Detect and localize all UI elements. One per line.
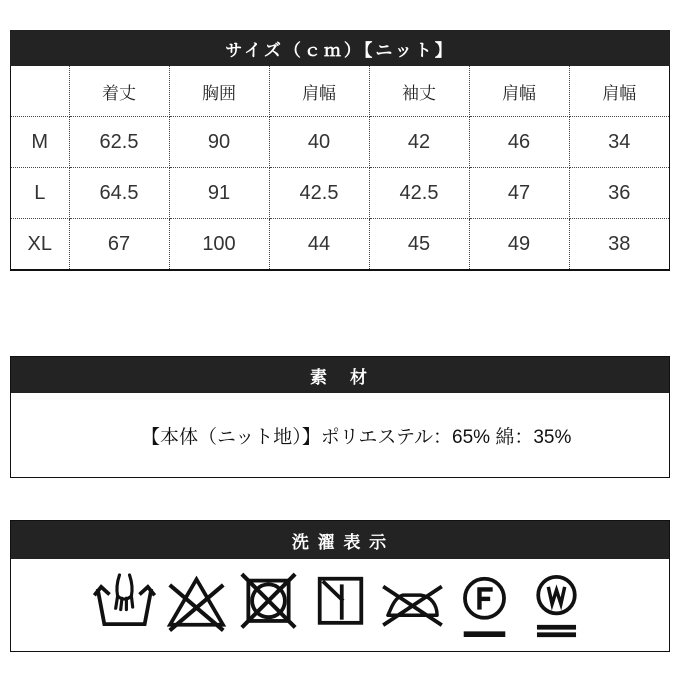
- table-cell: 42.5: [269, 168, 369, 219]
- table-cell: 47: [469, 168, 569, 219]
- line-dry-in-shade-icon: [309, 568, 372, 643]
- wet-clean-W-icon: [525, 568, 588, 643]
- table-cell: 42.5: [369, 168, 469, 219]
- table-cell: 46: [469, 117, 569, 168]
- table-cell: 40: [269, 117, 369, 168]
- size-section-title-bar: [10, 30, 670, 66]
- table-cell: 62.5: [69, 117, 169, 168]
- table-cell: 34: [569, 117, 669, 168]
- laundry-section: [10, 520, 670, 652]
- size-table-col-header-katahaba-2: 肩幅: [469, 66, 569, 117]
- laundry-section-title-bar: [11, 521, 669, 559]
- size-table-row-xl: [11, 219, 669, 270]
- table-cell: 49: [469, 219, 569, 270]
- size-table-col-header-katahaba-3: 肩幅: [569, 66, 669, 117]
- laundry-section-title: 洗 濯 表 示: [291, 532, 389, 552]
- size-section: [10, 30, 670, 271]
- material-section: [10, 356, 670, 478]
- material-section-title-bar: [11, 357, 669, 393]
- hand-wash-icon: [93, 568, 156, 643]
- size-table-col-header-kyoui: 胸囲: [169, 66, 269, 117]
- size-table-col-header-sodetake: 袖丈: [369, 66, 469, 117]
- size-table-row-l: [11, 168, 669, 219]
- table-cell: 44: [269, 219, 369, 270]
- table-cell: 38: [608, 232, 631, 255]
- table-cell: 91: [169, 168, 269, 219]
- size-table-grid: [11, 66, 669, 269]
- size-label: XL: [11, 219, 69, 270]
- table-cell: 67: [69, 219, 169, 270]
- size-label: M: [11, 117, 69, 168]
- size-section-title: サイズ（ｃｍ）【ニット】: [225, 40, 455, 60]
- table-cell: 90: [169, 117, 269, 168]
- laundry-symbols-row: [11, 559, 669, 652]
- size-table-header-row: [11, 66, 669, 117]
- table-cell: 36: [569, 168, 669, 219]
- material-section-title: 素 材: [310, 367, 370, 387]
- do-not-iron-icon: [381, 568, 444, 643]
- size-table-col-header-chakutake: 着丈: [69, 66, 169, 117]
- table-cell: 64.5: [69, 168, 169, 219]
- table-cell: 45: [369, 219, 469, 270]
- material-description: 【本体（ニット地）】ポリエステル：65% 綿：35%: [141, 427, 572, 448]
- do-not-tumble-dry-icon: [237, 568, 300, 643]
- size-label: L: [11, 168, 69, 219]
- size-table-row-m: [11, 117, 669, 168]
- table-cell: 100: [169, 219, 269, 270]
- size-table-col-header-katahaba-1: 肩幅: [269, 66, 369, 117]
- do-not-bleach-icon: [165, 568, 228, 643]
- size-table-corner-cell: [11, 66, 69, 117]
- dry-clean-F-icon: [453, 568, 516, 643]
- size-table: [10, 66, 670, 271]
- table-cell: 42: [369, 117, 469, 168]
